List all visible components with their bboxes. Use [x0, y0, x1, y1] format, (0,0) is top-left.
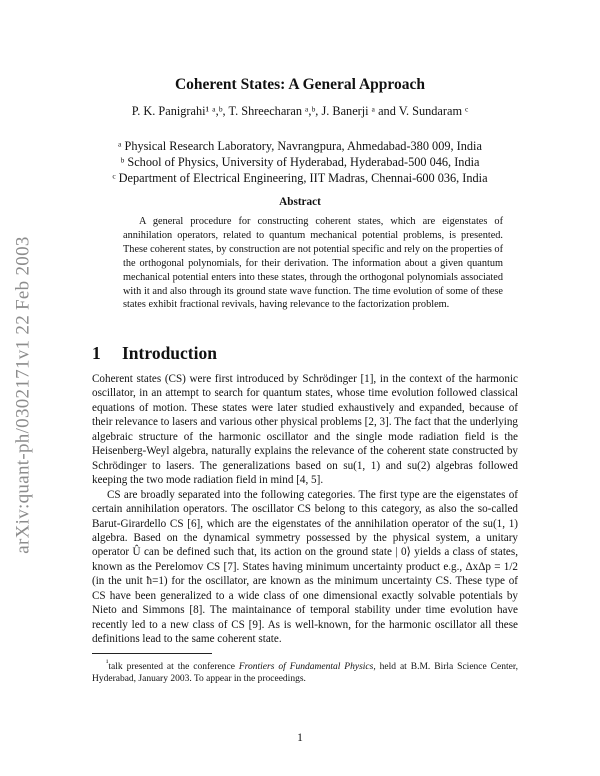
footnote-conference: Frontiers of Fundamental Physics — [238, 662, 374, 673]
affiliation-c: ᶜ Department of Electrical Engineering, IIT Madras, Chennai-600 036, India — [112, 171, 488, 185]
author-list: P. K. Panigrahi¹ ᵃ,ᵇ, T. Shreecharan ᵃ,ᵇ, J. Banerji ᵃ and V. Sundaram ᶜ — [131, 104, 469, 118]
introduction-body — [92, 372, 518, 647]
footnote-lead: talk presented at the conference — [108, 662, 239, 673]
footnote-text — [92, 657, 518, 686]
abstract-text: A general procedure for constructing coherent states, which are eigenstates of annihilation operators, related to quantum mechanical potential problems, is presented. These coherent states, by construction are not potential specific and rely on the properties of the orthogonal polynomials, for their derivation. The information about a given quantum mechanical potential enters into these states, through the orthogonal polynomials associated with it and also through its ground state wave function. The time evolution of some of these states exhibit fractional revivals, having relevance to the factorization problem. — [123, 216, 503, 311]
section-number: 1 — [92, 343, 101, 363]
intro-paragraph-2: CS are broadly separated into the following categories. The first type are the eigenstates of certain annihilation operators. The oscillator CS belong to this category, as also the so-called Barut-Girardello CS [6], which are the eigenstates of the annihilation operator of the su(1, 1) algebra. Based on the dynamical symmetry possessed by the physical system, a unitary operator Û can be defined such that, its action on the ground state | 0⟩ yields a class of states, known as the Perelomov CS [7]. States having minimum uncertainty product e.g., ΔxΔp = 1/2 (in the unit ħ=1) for the oscillator, are known as the minimum uncertainty CS. These type of CS have been generalized to a wide class of one dimensional exactly solvable potentials by Nieto and Simmons [8]. The maintainance of temporal stability under time evolution have recently led to a new class of CS [9]. As is well-known, for the harmonic oscillator all these definitions lead to the same coherent state. — [92, 488, 518, 646]
intro-paragraph-1: Coherent states (CS) were first introduced by Schrödinger [1], in the context of the harmonic oscillator, in an attempt to search for quantum states, whose time evolution followed classical equations of motion. These states were later studied exhaustively and expanded, because of their relevance to lasers and various other physical problems [2, 3]. The fact that the underlying algebraic structure of the harmonic oscillator and the single mode radiation field is the Heisenberg-Weyl algebra, naturally explains the relevance of the coherent state constructed by Schrödinger to lasers. The generalizations based on su(1, 1) and su(2) algebras followed keeping the two mode radiation field in mind [4, 5]. — [92, 373, 518, 487]
abstract-body — [123, 215, 503, 312]
paper-title: Coherent States: A General Approach — [174, 76, 425, 93]
footnote — [92, 657, 518, 686]
page-number: 1 — [297, 732, 303, 744]
arxiv-identifier: arXiv:quant-ph/0302171v1 22 Feb 2003 — [13, 236, 35, 554]
affiliation-b: ᵇ School of Physics, University of Hyderabad, Hyderabad-500 046, India — [120, 155, 480, 169]
footnote-divider — [92, 653, 212, 654]
affiliation-a: ᵃ Physical Research Laboratory, Navrangpura, Ahmedabad-380 009, India — [118, 139, 482, 153]
footnote-tail: , held at B.M. Birla Science Center, Hyderabad, January 2003. To appear in the proceedings. — [92, 662, 518, 685]
arxiv-sidebar — [6, 185, 42, 605]
section-heading — [92, 343, 532, 364]
abstract-heading: Abstract — [279, 196, 321, 208]
section-title: Introduction — [122, 343, 217, 363]
footnote-marker: ¹ — [106, 658, 109, 667]
affiliations — [0, 138, 600, 186]
